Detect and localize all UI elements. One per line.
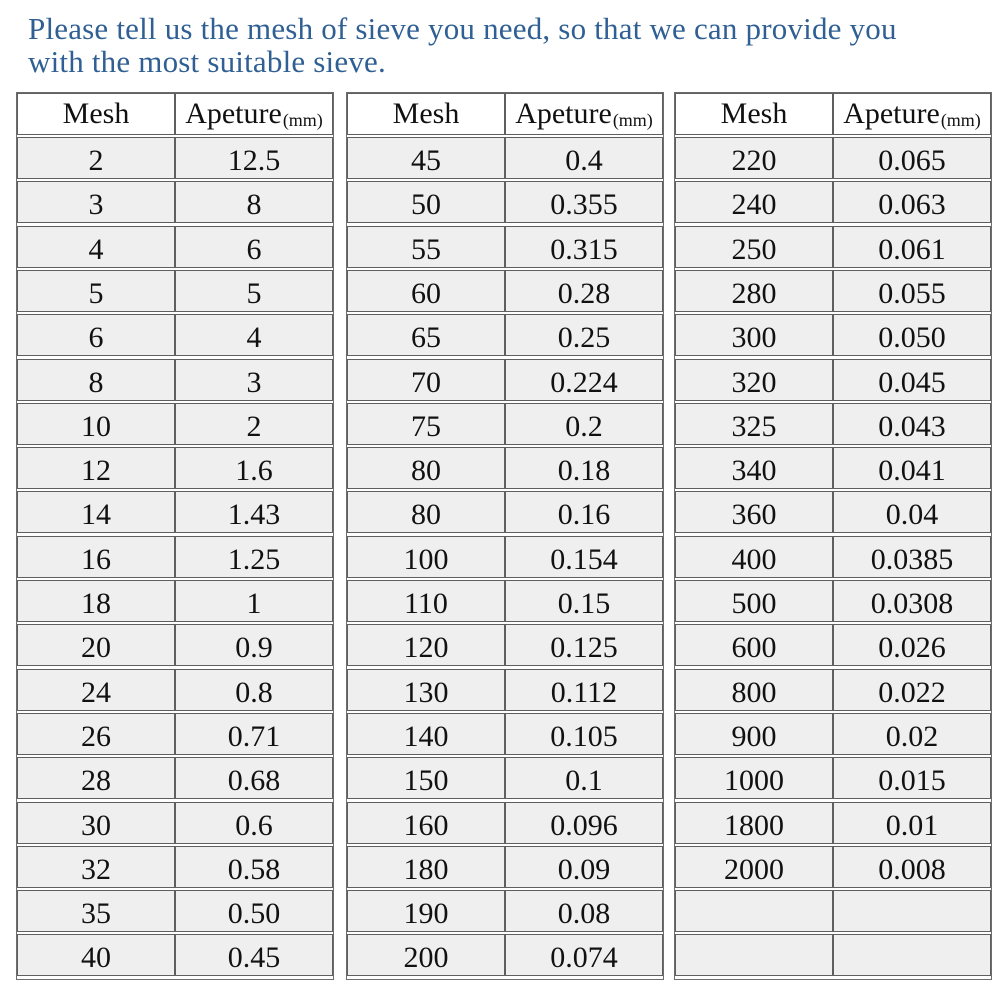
aperture-cell: 0.061 [833, 226, 991, 268]
mesh-cell: 16 [17, 536, 175, 578]
table-row [347, 181, 663, 225]
table-row [347, 403, 663, 447]
table-row [675, 447, 991, 491]
aperture-cell: 0.16 [505, 491, 663, 533]
table-row [347, 536, 663, 580]
mesh-cell: 28 [17, 757, 175, 799]
table-header-row [675, 93, 991, 137]
aperture-cell: 0.096 [505, 802, 663, 844]
mesh-cell: 220 [675, 137, 833, 179]
aperture-cell: 0.022 [833, 669, 991, 711]
table-row [347, 669, 663, 713]
mesh-cell: 1000 [675, 757, 833, 799]
table-row [347, 137, 663, 181]
table-row [17, 359, 333, 403]
mesh-cell: 12 [17, 447, 175, 489]
aperture-cell: 5 [175, 270, 333, 312]
aperture-cell: 0.063 [833, 181, 991, 223]
mesh-cell: 360 [675, 491, 833, 533]
aperture-column-header [833, 93, 991, 135]
table-header-row [17, 93, 333, 137]
mesh-cell [675, 890, 833, 932]
aperture-cell: 0.08 [505, 890, 663, 932]
mesh-cell: 50 [347, 181, 505, 223]
mesh-cell: 140 [347, 713, 505, 755]
table-row [675, 137, 991, 181]
mesh-cell: 60 [347, 270, 505, 312]
mesh-cell: 55 [347, 226, 505, 268]
mesh-cell: 340 [675, 447, 833, 489]
mesh-cell: 2000 [675, 846, 833, 888]
table-row [347, 314, 663, 358]
aperture-cell: 0.125 [505, 624, 663, 666]
mesh-cell: 3 [17, 181, 175, 223]
aperture-header-content [515, 99, 653, 129]
table-row [675, 359, 991, 403]
table-row [675, 846, 991, 890]
table-row [675, 270, 991, 314]
mesh-header-label: Mesh [720, 97, 788, 130]
aperture-cell: 0.2 [505, 403, 663, 445]
mesh-cell: 10 [17, 403, 175, 445]
mesh-cell: 35 [17, 890, 175, 932]
intro-text [28, 12, 988, 78]
mesh-cell: 80 [347, 447, 505, 489]
mesh-cell: 325 [675, 403, 833, 445]
mesh-cell: 75 [347, 403, 505, 445]
table-row [347, 447, 663, 491]
mesh-cell: 240 [675, 181, 833, 223]
aperture-cell: 0.15 [505, 580, 663, 622]
aperture-cell: 0.45 [175, 934, 333, 976]
aperture-cell: 0.6 [175, 802, 333, 844]
mesh-cell: 80 [347, 491, 505, 533]
aperture-header-content [843, 99, 981, 129]
table-row [17, 536, 333, 580]
table-row [17, 624, 333, 668]
table-row [347, 757, 663, 801]
aperture-cell: 0.50 [175, 890, 333, 932]
table-row [675, 181, 991, 225]
table-row [347, 491, 663, 535]
aperture-cell: 0.026 [833, 624, 991, 666]
mesh-column-header [675, 93, 833, 135]
table-row [675, 624, 991, 668]
aperture-cell: 0.355 [505, 181, 663, 223]
aperture-cell: 0.58 [175, 846, 333, 888]
table-row [675, 934, 991, 978]
aperture-cell: 0.68 [175, 757, 333, 799]
table-row [17, 491, 333, 535]
table-row [675, 713, 991, 757]
mesh-cell [675, 934, 833, 976]
aperture-header-label: Apeture [843, 97, 940, 130]
mesh-cell: 26 [17, 713, 175, 755]
mesh-cell: 4 [17, 226, 175, 268]
mesh-cell: 190 [347, 890, 505, 932]
aperture-unit-label: (mm) [940, 110, 981, 130]
aperture-cell: 0.112 [505, 669, 663, 711]
table-row [347, 846, 663, 890]
sieve-table-3 [674, 92, 992, 980]
mesh-cell: 5 [17, 270, 175, 312]
table-row [675, 403, 991, 447]
mesh-cell: 6 [17, 314, 175, 356]
mesh-cell: 100 [347, 536, 505, 578]
table-row [17, 580, 333, 624]
aperture-cell: 0.043 [833, 403, 991, 445]
aperture-cell: 0.4 [505, 137, 663, 179]
mesh-cell: 8 [17, 359, 175, 401]
aperture-cell: 0.050 [833, 314, 991, 356]
table-row [675, 226, 991, 270]
aperture-cell: 1.43 [175, 491, 333, 533]
table-row [675, 669, 991, 713]
mesh-cell: 24 [17, 669, 175, 711]
aperture-cell: 0.008 [833, 846, 991, 888]
mesh-cell: 32 [17, 846, 175, 888]
table-row [17, 447, 333, 491]
aperture-cell [833, 934, 991, 976]
table-row [17, 802, 333, 846]
aperture-cell: 0.105 [505, 713, 663, 755]
mesh-cell: 1800 [675, 802, 833, 844]
intro-line-1: Please tell us the mesh of sieve you need, so that we can provide you [28, 11, 897, 46]
mesh-cell: 300 [675, 314, 833, 356]
mesh-cell: 600 [675, 624, 833, 666]
table-row [17, 226, 333, 270]
mesh-cell: 20 [17, 624, 175, 666]
aperture-cell: 0.055 [833, 270, 991, 312]
aperture-cell: 0.1 [505, 757, 663, 799]
mesh-header-label: Mesh [62, 97, 130, 130]
mesh-cell: 160 [347, 802, 505, 844]
table-row [17, 669, 333, 713]
aperture-cell: 0.074 [505, 934, 663, 976]
aperture-cell: 1.6 [175, 447, 333, 489]
aperture-cell: 12.5 [175, 137, 333, 179]
table-row [347, 802, 663, 846]
table-row [17, 137, 333, 181]
aperture-cell: 3 [175, 359, 333, 401]
mesh-cell: 18 [17, 580, 175, 622]
sieve-table-2 [346, 92, 664, 980]
intro-line-2: with the most suitable sieve. [28, 44, 386, 79]
table-row [675, 802, 991, 846]
aperture-cell: 0.0308 [833, 580, 991, 622]
table-row [347, 580, 663, 624]
table-row [347, 624, 663, 668]
table-row [347, 934, 663, 978]
table-row [17, 314, 333, 358]
mesh-cell: 150 [347, 757, 505, 799]
table-row [347, 890, 663, 934]
aperture-cell: 0.045 [833, 359, 991, 401]
mesh-cell: 70 [347, 359, 505, 401]
sieve-mesh-tables [16, 92, 988, 982]
mesh-cell: 65 [347, 314, 505, 356]
table-row [675, 580, 991, 624]
table-header-row [347, 93, 663, 137]
table-row [17, 270, 333, 314]
mesh-cell: 120 [347, 624, 505, 666]
mesh-cell: 500 [675, 580, 833, 622]
table-row [347, 226, 663, 270]
aperture-cell: 0.8 [175, 669, 333, 711]
aperture-cell: 0.04 [833, 491, 991, 533]
mesh-cell: 250 [675, 226, 833, 268]
aperture-cell: 2 [175, 403, 333, 445]
aperture-unit-label: (mm) [612, 110, 653, 130]
mesh-cell: 280 [675, 270, 833, 312]
aperture-cell: 0.02 [833, 713, 991, 755]
aperture-cell: 6 [175, 226, 333, 268]
aperture-cell: 0.015 [833, 757, 991, 799]
aperture-cell: 0.25 [505, 314, 663, 356]
table-row [17, 934, 333, 978]
aperture-header-label: Apeture [185, 97, 282, 130]
table-row [17, 890, 333, 934]
aperture-column-header [175, 93, 333, 135]
aperture-cell: 8 [175, 181, 333, 223]
aperture-cell [833, 890, 991, 932]
aperture-cell: 0.154 [505, 536, 663, 578]
mesh-cell: 130 [347, 669, 505, 711]
table-row [347, 713, 663, 757]
table-row [347, 359, 663, 403]
aperture-unit-label: (mm) [282, 110, 323, 130]
aperture-cell: 0.28 [505, 270, 663, 312]
sieve-table-1 [16, 92, 334, 980]
table-row [675, 890, 991, 934]
aperture-cell: 0.0385 [833, 536, 991, 578]
mesh-cell: 900 [675, 713, 833, 755]
aperture-cell: 0.01 [833, 802, 991, 844]
table-row [17, 846, 333, 890]
mesh-column-header [347, 93, 505, 135]
aperture-cell: 0.09 [505, 846, 663, 888]
mesh-header-label: Mesh [392, 97, 460, 130]
aperture-header-label: Apeture [515, 97, 612, 130]
aperture-cell: 4 [175, 314, 333, 356]
mesh-cell: 180 [347, 846, 505, 888]
mesh-cell: 400 [675, 536, 833, 578]
aperture-cell: 0.224 [505, 359, 663, 401]
mesh-cell: 800 [675, 669, 833, 711]
aperture-cell: 0.315 [505, 226, 663, 268]
mesh-cell: 110 [347, 580, 505, 622]
aperture-header-content [185, 99, 323, 129]
aperture-cell: 1.25 [175, 536, 333, 578]
aperture-cell: 0.9 [175, 624, 333, 666]
table-row [675, 491, 991, 535]
aperture-cell: 0.18 [505, 447, 663, 489]
table-row [675, 757, 991, 801]
aperture-cell: 0.065 [833, 137, 991, 179]
mesh-cell: 45 [347, 137, 505, 179]
table-row [17, 757, 333, 801]
table-row [17, 403, 333, 447]
table-row [17, 713, 333, 757]
table-row [347, 270, 663, 314]
mesh-cell: 14 [17, 491, 175, 533]
table-row [675, 536, 991, 580]
mesh-cell: 40 [17, 934, 175, 976]
mesh-cell: 320 [675, 359, 833, 401]
aperture-cell: 1 [175, 580, 333, 622]
aperture-cell: 0.041 [833, 447, 991, 489]
mesh-cell: 200 [347, 934, 505, 976]
aperture-column-header [505, 93, 663, 135]
mesh-cell: 30 [17, 802, 175, 844]
table-row [675, 314, 991, 358]
mesh-cell: 2 [17, 137, 175, 179]
aperture-cell: 0.71 [175, 713, 333, 755]
table-row [17, 181, 333, 225]
mesh-column-header [17, 93, 175, 135]
